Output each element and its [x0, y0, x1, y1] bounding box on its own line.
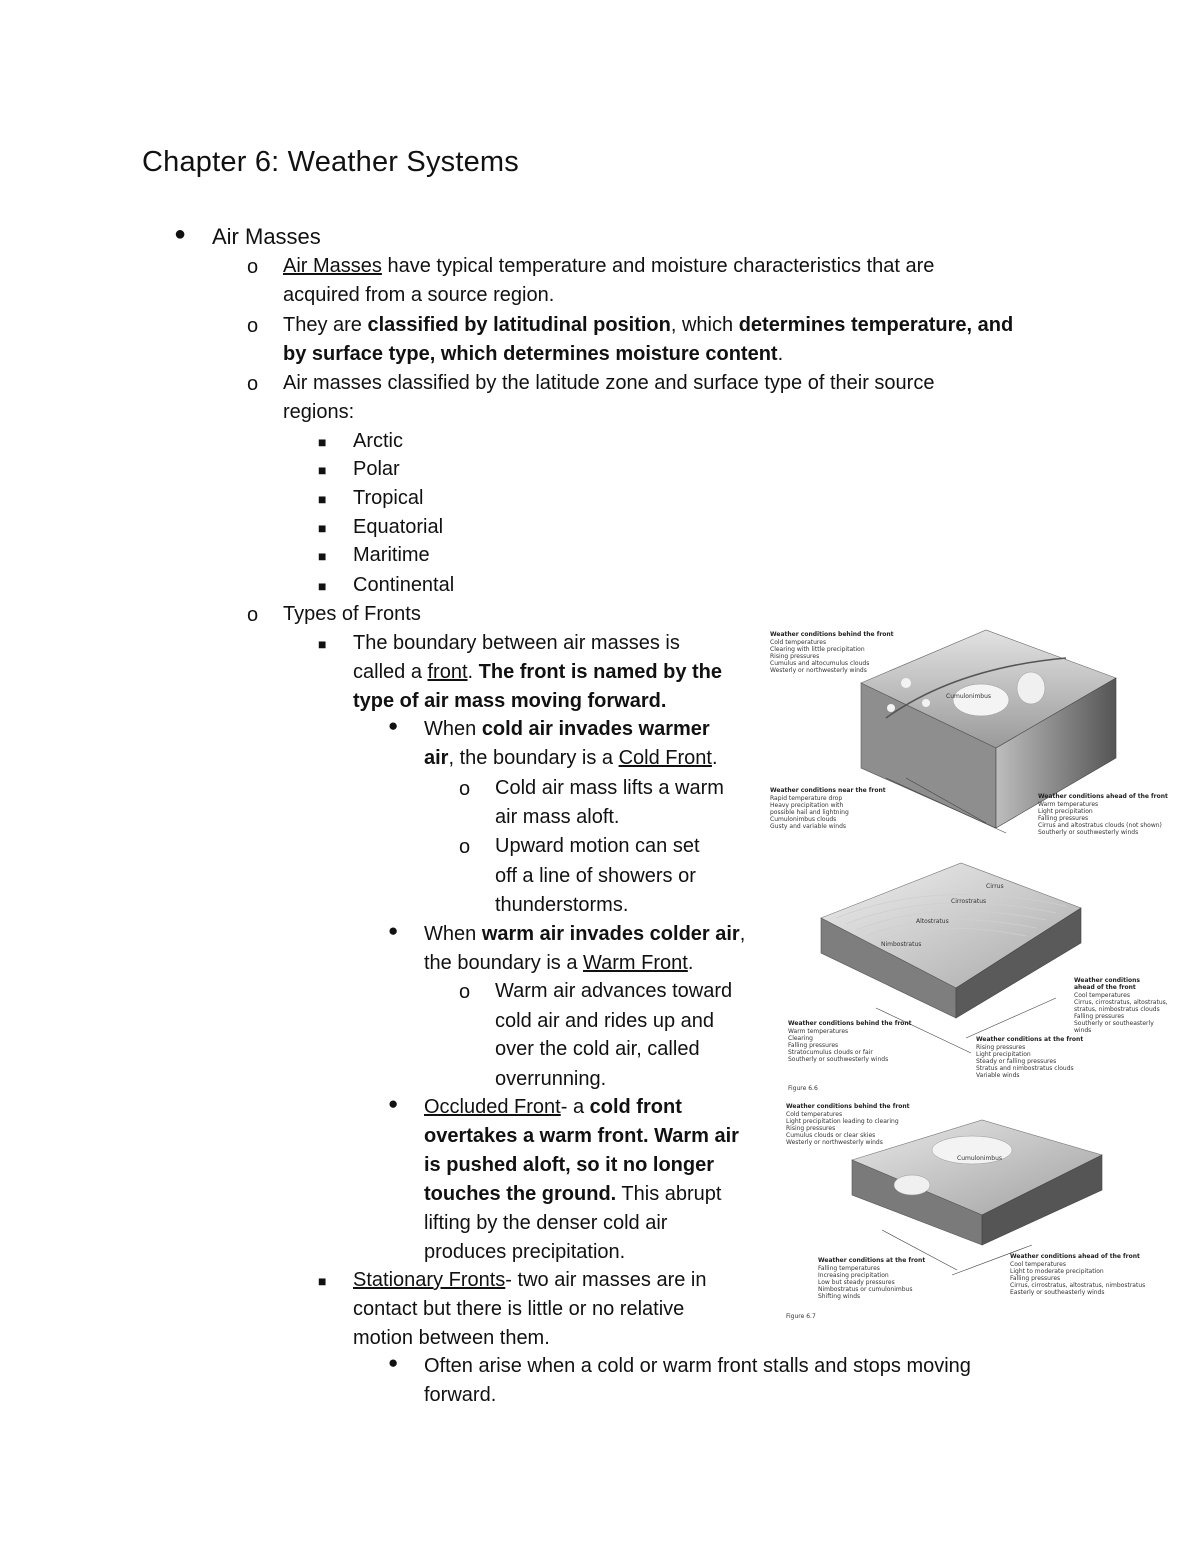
fig2-cloud-label: Cirrostratus — [951, 898, 987, 905]
text-span: . — [467, 661, 479, 683]
bold-span: determines temperature, and — [738, 314, 1014, 336]
fig2-bm-item: Stratus and nimbostratus clouds — [976, 1065, 1074, 1072]
fig2-bm-item: Light precipitation — [976, 1051, 1031, 1058]
section-air-masses: Air Masses — [212, 224, 321, 249]
text-span: , — [739, 923, 746, 945]
para-stationary-3: motion between them. — [353, 1327, 550, 1349]
fig1-tl-item: Clearing with little precipitation — [770, 646, 865, 653]
para-air-masses-def-2: acquired from a source region. — [283, 284, 555, 306]
fig3-tl-item: Cumulus clouds or clear skies — [786, 1132, 876, 1139]
bullet-disc-icon: ● — [174, 223, 187, 245]
fig2-bl-item: Southerly or southwesterly winds — [788, 1056, 889, 1063]
para-cold-sub2: Upward motion can set — [495, 835, 700, 857]
bold-span: The front is named by the — [478, 661, 723, 683]
fig3-tl-head: Weather conditions behind the front — [786, 1103, 910, 1110]
para-occluded-2 — [424, 1122, 739, 1151]
bold-span: is pushed aloft, so it no longer — [424, 1154, 715, 1176]
para-front-def-2 — [353, 658, 722, 687]
warm-front-diagram — [786, 858, 1168, 1098]
fig2-br-head: Weather conditions — [1074, 977, 1140, 984]
text-span: They are — [283, 314, 368, 336]
text-span: , the boundary is a — [448, 747, 619, 769]
para-cold-sub1-2: air mass aloft. — [495, 806, 620, 828]
term-air-masses: Air Masses — [283, 255, 382, 277]
para-cold-front-2 — [424, 744, 718, 773]
bullet-square-icon: ■ — [318, 578, 327, 594]
fig2-br-item: stratus, nimbostratus clouds — [1074, 1006, 1160, 1013]
para-front-def-3 — [353, 687, 666, 716]
term-cold-front: Cold Front — [618, 747, 712, 769]
fig2-br-item: winds — [1074, 1027, 1092, 1034]
fig2-bl-item: Stratocumulus clouds or fair — [788, 1049, 873, 1056]
fig1-br-item: Cirrus and altostratus clouds (not shown) — [1038, 822, 1162, 829]
fig3-bl-item: Shifting winds — [818, 1293, 861, 1300]
fig1-bl-item: possible hail and lightning — [770, 809, 849, 816]
bullet-circle-icon: o — [247, 315, 259, 337]
list-item: Equatorial — [353, 516, 444, 538]
cold-front-figure — [766, 628, 1168, 860]
bullet-square-icon: ■ — [318, 520, 327, 536]
occluded-front-figure — [782, 1100, 1146, 1325]
fig1-br-item: Light precipitation — [1038, 808, 1093, 815]
fig1-bl-item: Rapid temperature drop — [770, 795, 843, 802]
text-span: , which — [670, 314, 739, 336]
term-warm-front: Warm Front — [583, 952, 688, 974]
list-item: Maritime — [353, 544, 430, 566]
fig2-bl-head: Weather conditions behind the front — [788, 1020, 912, 1027]
fig1-bl-item: Gusty and variable winds — [770, 823, 847, 830]
text-span: . — [777, 343, 784, 365]
bullet-circle-icon: o — [247, 373, 259, 395]
bullet-square-icon: ■ — [318, 1273, 327, 1289]
list-item: Polar — [353, 458, 400, 480]
list-item: Arctic — [353, 430, 403, 452]
fig2-cloud-label: Cirrus — [986, 883, 1004, 890]
fig3-cloud-label: Cumulonimbus — [957, 1155, 1003, 1162]
text-span: This abrupt — [616, 1183, 722, 1205]
text-span: . — [711, 747, 718, 769]
fig1-tl-item: Rising pressures — [770, 653, 820, 660]
text-span: have typical temperature and moisture characteristics that are — [381, 255, 935, 277]
bold-span: air — [424, 747, 449, 769]
bold-span: by surface type, which determines moisture content — [283, 343, 778, 365]
para-warm-front-2 — [424, 949, 693, 978]
term-occluded-front: Occluded Front — [424, 1096, 561, 1118]
fig2-bl-item: Clearing — [788, 1035, 813, 1042]
fig2-bm-item: Variable winds — [976, 1072, 1020, 1079]
fig3-bl-item: Nimbostratus or cumulonimbus — [818, 1286, 913, 1293]
bullet-circle-icon: o — [247, 604, 259, 626]
text-span: . — [687, 952, 694, 974]
para-cold-sub1: Cold air mass lifts a warm — [495, 777, 724, 799]
para-source-regions-2: regions: — [283, 401, 355, 423]
para-warm-front — [424, 920, 745, 949]
fig2-cloud-label: Altostratus — [916, 918, 949, 925]
para-stationary-2: contact but there is little or no relative — [353, 1298, 685, 1320]
fig3-tl-item: Light precipitation leading to clearing — [786, 1118, 899, 1125]
fig1-bl-head: Weather conditions near the front — [770, 787, 886, 794]
text-span: - a — [560, 1096, 590, 1118]
fig2-bl-item: Warm temperatures — [788, 1028, 849, 1035]
list-item: Continental — [353, 574, 455, 596]
bold-span: cold front — [589, 1096, 682, 1118]
fig1-br-item: Warm temperatures — [1038, 801, 1099, 808]
fig1-tl-head: Weather conditions behind the front — [770, 631, 894, 638]
term-stationary-fronts: Stationary Fronts — [353, 1269, 506, 1291]
fig2-br-item: Cirrus, cirrostratus, altostratus, — [1074, 999, 1168, 1006]
bullet-square-icon: ■ — [318, 491, 327, 507]
bold-span: cold air invades warmer — [481, 718, 710, 740]
para-occluded-3 — [424, 1151, 714, 1180]
text-span: When — [424, 718, 482, 740]
fig2-bl-item: Falling pressures — [788, 1042, 839, 1049]
heading-types-of-fronts: Types of Fronts — [283, 603, 421, 625]
para-occluded-5: lifting by the denser cold air — [424, 1212, 668, 1234]
fig3-bl-head: Weather conditions at the front — [818, 1257, 926, 1264]
para-warm-sub1: Warm air advances toward — [495, 980, 733, 1002]
fig3-br-item: Cool temperatures — [1010, 1261, 1066, 1268]
fig3-bl-item: Falling temperatures — [818, 1265, 880, 1272]
list-item: Tropical — [353, 487, 424, 509]
fig3-tl-item: Westerly or northwesterly winds — [786, 1139, 883, 1146]
fig1-cloud-label: Cumulonimbus — [946, 693, 992, 700]
cold-front-diagram — [766, 628, 1168, 860]
text-span: called a — [353, 661, 428, 683]
para-classification-2 — [283, 340, 783, 369]
para-warm-sub1-4: overrunning. — [495, 1068, 607, 1090]
text-span: - two air masses are in — [505, 1269, 707, 1291]
fig3-bl-item: Low but steady pressures — [818, 1279, 895, 1286]
fig3-br-item: Light to moderate precipitation — [1010, 1268, 1104, 1275]
para-stationary-sub-2: forward. — [424, 1384, 497, 1406]
fig2-br-item: Falling pressures — [1074, 1013, 1125, 1020]
para-source-regions: Air masses classified by the latitude zone and surface type of their source — [283, 372, 935, 394]
para-warm-sub1-3: over the cold air, called — [495, 1038, 700, 1060]
text-span: the boundary is a — [424, 952, 583, 974]
fig3-bl-item: Increasing precipitation — [818, 1272, 889, 1279]
fig1-tl-item: Cold temperatures — [770, 639, 827, 646]
fig1-br-item: Southerly or southwesterly winds — [1038, 829, 1139, 836]
bullet-square-icon: ■ — [318, 462, 327, 478]
fig3-tl-item: Rising pressures — [786, 1125, 836, 1132]
bullet-square-icon: ■ — [318, 548, 327, 564]
fig2-bm-item: Rising pressures — [976, 1044, 1026, 1051]
bold-span: type of air mass moving forward. — [353, 690, 667, 712]
occluded-front-diagram — [782, 1100, 1146, 1325]
bullet-circle-icon: o — [247, 256, 259, 278]
bold-span: touches the ground. — [424, 1183, 617, 1205]
fig1-bl-item: Cumulonimbus clouds — [770, 816, 837, 823]
para-occluded-4 — [424, 1180, 721, 1209]
bullet-disc-icon: ● — [388, 1353, 399, 1372]
fig3-br-item: Easterly or southeasterly winds — [1010, 1289, 1105, 1296]
bold-span: warm air invades colder air — [481, 923, 740, 945]
bullet-disc-icon: ● — [388, 716, 399, 735]
fig2-bm-item: Steady or falling pressures — [976, 1058, 1057, 1065]
fig1-tl-item: Westerly or northwesterly winds — [770, 667, 867, 674]
para-front-def: The boundary between air masses is — [353, 632, 680, 654]
fig3-caption: Figure 6.7 — [786, 1313, 816, 1320]
para-occluded — [424, 1093, 682, 1122]
fig1-tl-item: Cumulus and altocumulus clouds — [770, 660, 870, 667]
bold-span: overtakes a warm front. Warm air — [424, 1125, 739, 1147]
para-warm-sub1-2: cold air and rides up and — [495, 1010, 715, 1032]
text-span: When — [424, 923, 482, 945]
bullet-square-icon: ■ — [318, 636, 327, 652]
warm-front-figure — [786, 858, 1168, 1098]
bullet-disc-icon: ● — [388, 1094, 399, 1113]
fig3-br-item: Cirrus, cirrostratus, altostratus, nimbostratus — [1010, 1282, 1146, 1289]
fig2-caption: Figure 6.6 — [788, 1085, 818, 1092]
bullet-square-icon: ■ — [318, 434, 327, 450]
bullet-circle-icon: o — [459, 981, 471, 1003]
para-air-masses-def — [283, 252, 934, 281]
fig1-br-head: Weather conditions ahead of the front — [1038, 793, 1168, 800]
para-stationary — [353, 1266, 706, 1295]
fig3-br-head: Weather conditions ahead of the front — [1010, 1253, 1140, 1260]
fig2-bm-head: Weather conditions at the front — [976, 1036, 1084, 1043]
fig3-tl-item: Cold temperatures — [786, 1111, 843, 1118]
bullet-circle-icon: o — [459, 836, 471, 858]
fig2-cloud-label: Nimbostratus — [881, 941, 922, 948]
fig2-br-item: Cool temperatures — [1074, 992, 1130, 999]
bullet-disc-icon: ● — [388, 921, 399, 940]
para-occluded-6: produces precipitation. — [424, 1241, 626, 1263]
fig1-bl-item: Heavy precipitation with — [770, 802, 844, 809]
fig2-br-head2: ahead of the front — [1074, 984, 1136, 991]
page-title: Chapter 6: Weather Systems — [142, 146, 519, 178]
para-stationary-sub: Often arise when a cold or warm front stalls and stops moving — [424, 1355, 971, 1377]
fig1-br-item: Falling pressures — [1038, 815, 1089, 822]
para-cold-sub2-2: off a line of showers or — [495, 865, 696, 887]
bullet-circle-icon: o — [459, 778, 471, 800]
fig2-br-item: Southerly or southeasterly — [1074, 1020, 1154, 1027]
para-cold-sub2-3: thunderstorms. — [495, 894, 629, 916]
term-front: front — [427, 661, 468, 683]
para-classification — [283, 311, 1013, 340]
para-cold-front — [424, 715, 710, 744]
fig3-br-item: Falling pressures — [1010, 1275, 1061, 1282]
bold-span: classified by latitudinal position — [367, 314, 671, 336]
